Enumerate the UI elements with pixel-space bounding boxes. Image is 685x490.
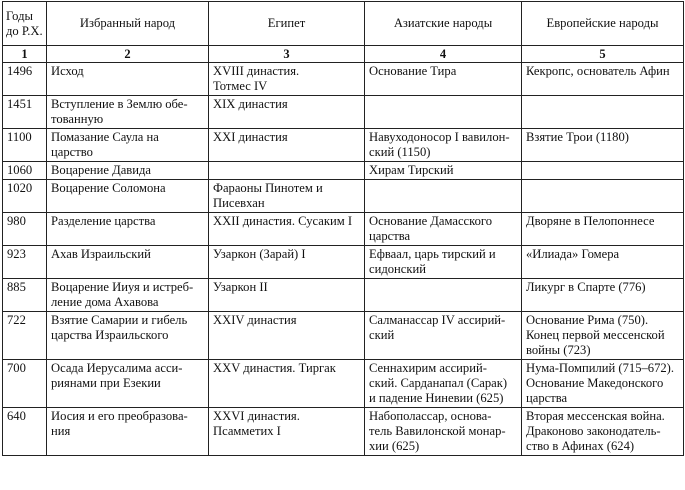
egypt-cell: Узаркон II xyxy=(209,279,365,312)
column-number: 3 xyxy=(209,46,365,63)
asian-peoples-cell: Салманассар IV ассирий- ский xyxy=(365,312,522,360)
egypt-cell: XXIV династия xyxy=(209,312,365,360)
header-years: Годы до Р.Х. xyxy=(3,2,47,46)
european-peoples-cell: «Илиада» Гомера xyxy=(522,246,684,279)
asian-peoples-cell: Основание Тира xyxy=(365,63,522,96)
european-peoples-cell: Вторая мессенская война. Драконово законодатель- ство в Афинах (624) xyxy=(522,408,684,456)
chosen-people-cell: Помазание Саула на царство xyxy=(47,129,209,162)
chosen-people-cell: Осада Иерусалима асси- риянами при Езекии xyxy=(47,360,209,408)
table-row xyxy=(3,279,684,312)
year-cell: 885 xyxy=(3,279,47,312)
column-number-row xyxy=(3,46,684,63)
header-chosen-people: Избранный народ xyxy=(47,2,209,46)
header-egypt: Египет xyxy=(209,2,365,46)
egypt-cell: XXII династия. Сусаким I xyxy=(209,213,365,246)
column-number: 5 xyxy=(522,46,684,63)
chosen-people-cell: Воцарение Ииуя и истреб- ление дома Ахавова xyxy=(47,279,209,312)
year-cell: 700 xyxy=(3,360,47,408)
table-row xyxy=(3,129,684,162)
column-number: 4 xyxy=(365,46,522,63)
year-cell: 1451 xyxy=(3,96,47,129)
european-peoples-cell: Дворяне в Пелопоннесе xyxy=(522,213,684,246)
table-row xyxy=(3,63,684,96)
table-row xyxy=(3,180,684,213)
asian-peoples-cell xyxy=(365,279,522,312)
year-cell: 1100 xyxy=(3,129,47,162)
table-row xyxy=(3,360,684,408)
table-row xyxy=(3,162,684,180)
asian-peoples-cell: Основание Дамасского царства xyxy=(365,213,522,246)
year-cell: 1020 xyxy=(3,180,47,213)
european-peoples-cell: Ликург в Спарте (776) xyxy=(522,279,684,312)
table-row xyxy=(3,213,684,246)
table-row xyxy=(3,408,684,456)
european-peoples-cell xyxy=(522,96,684,129)
asian-peoples-cell: Хирам Тирский xyxy=(365,162,522,180)
year-cell: 640 xyxy=(3,408,47,456)
european-peoples-cell: Взятие Трои (1180) xyxy=(522,129,684,162)
egypt-cell: XIX династия xyxy=(209,96,365,129)
chosen-people-cell: Воцарение Давида xyxy=(47,162,209,180)
egypt-cell: XVIII династия. Тотмес IV xyxy=(209,63,365,96)
egypt-cell: XXI династия xyxy=(209,129,365,162)
header-asian-peoples: Азиатские народы xyxy=(365,2,522,46)
chosen-people-cell: Взятие Самарии и гибель царства Израильского xyxy=(47,312,209,360)
year-cell: 980 xyxy=(3,213,47,246)
table-row xyxy=(3,312,684,360)
european-peoples-cell: Основание Рима (750). Конец первой мессенской войны (723) xyxy=(522,312,684,360)
column-number: 2 xyxy=(47,46,209,63)
egypt-cell xyxy=(209,162,365,180)
chronology-table-container xyxy=(2,1,684,456)
european-peoples-cell: Кекропс, основатель Афин xyxy=(522,63,684,96)
asian-peoples-cell xyxy=(365,96,522,129)
chosen-people-cell: Воцарение Соломона xyxy=(47,180,209,213)
european-peoples-cell xyxy=(522,180,684,213)
asian-peoples-cell xyxy=(365,180,522,213)
egypt-cell: XXV династия. Тиргак xyxy=(209,360,365,408)
table-row xyxy=(3,246,684,279)
asian-peoples-cell: Набополассар, основа- тель Вавилонской монар- хии (625) xyxy=(365,408,522,456)
egypt-cell: Узаркон (Зарай) I xyxy=(209,246,365,279)
chosen-people-cell: Вступление в Землю обе- тованную xyxy=(47,96,209,129)
year-cell: 1060 xyxy=(3,162,47,180)
chosen-people-cell: Иосия и его преобразова- ния xyxy=(47,408,209,456)
year-cell: 1496 xyxy=(3,63,47,96)
egypt-cell: Фараоны Пинотем и Писевхан xyxy=(209,180,365,213)
asian-peoples-cell: Навуходоносор I вавилон- ский (1150) xyxy=(365,129,522,162)
chosen-people-cell: Разделение царства xyxy=(47,213,209,246)
asian-peoples-cell: Сеннахирим ассирий- ский. Сарданапал (Сарак) и падение Ниневии (625) xyxy=(365,360,522,408)
chosen-people-cell: Исход xyxy=(47,63,209,96)
table-row xyxy=(3,96,684,129)
header-european-peoples: Европейские народы xyxy=(522,2,684,46)
column-number: 1 xyxy=(3,46,47,63)
european-peoples-cell xyxy=(522,162,684,180)
year-cell: 923 xyxy=(3,246,47,279)
chronology-table xyxy=(2,1,684,456)
year-cell: 722 xyxy=(3,312,47,360)
european-peoples-cell: Нума-Помпилий (715–672). Основание Македонского царства xyxy=(522,360,684,408)
egypt-cell: XXVI династия. Псамметих I xyxy=(209,408,365,456)
asian-peoples-cell: Ефваал, царь тирский и сидонский xyxy=(365,246,522,279)
chosen-people-cell: Ахав Израильский xyxy=(47,246,209,279)
header-row xyxy=(3,2,684,46)
